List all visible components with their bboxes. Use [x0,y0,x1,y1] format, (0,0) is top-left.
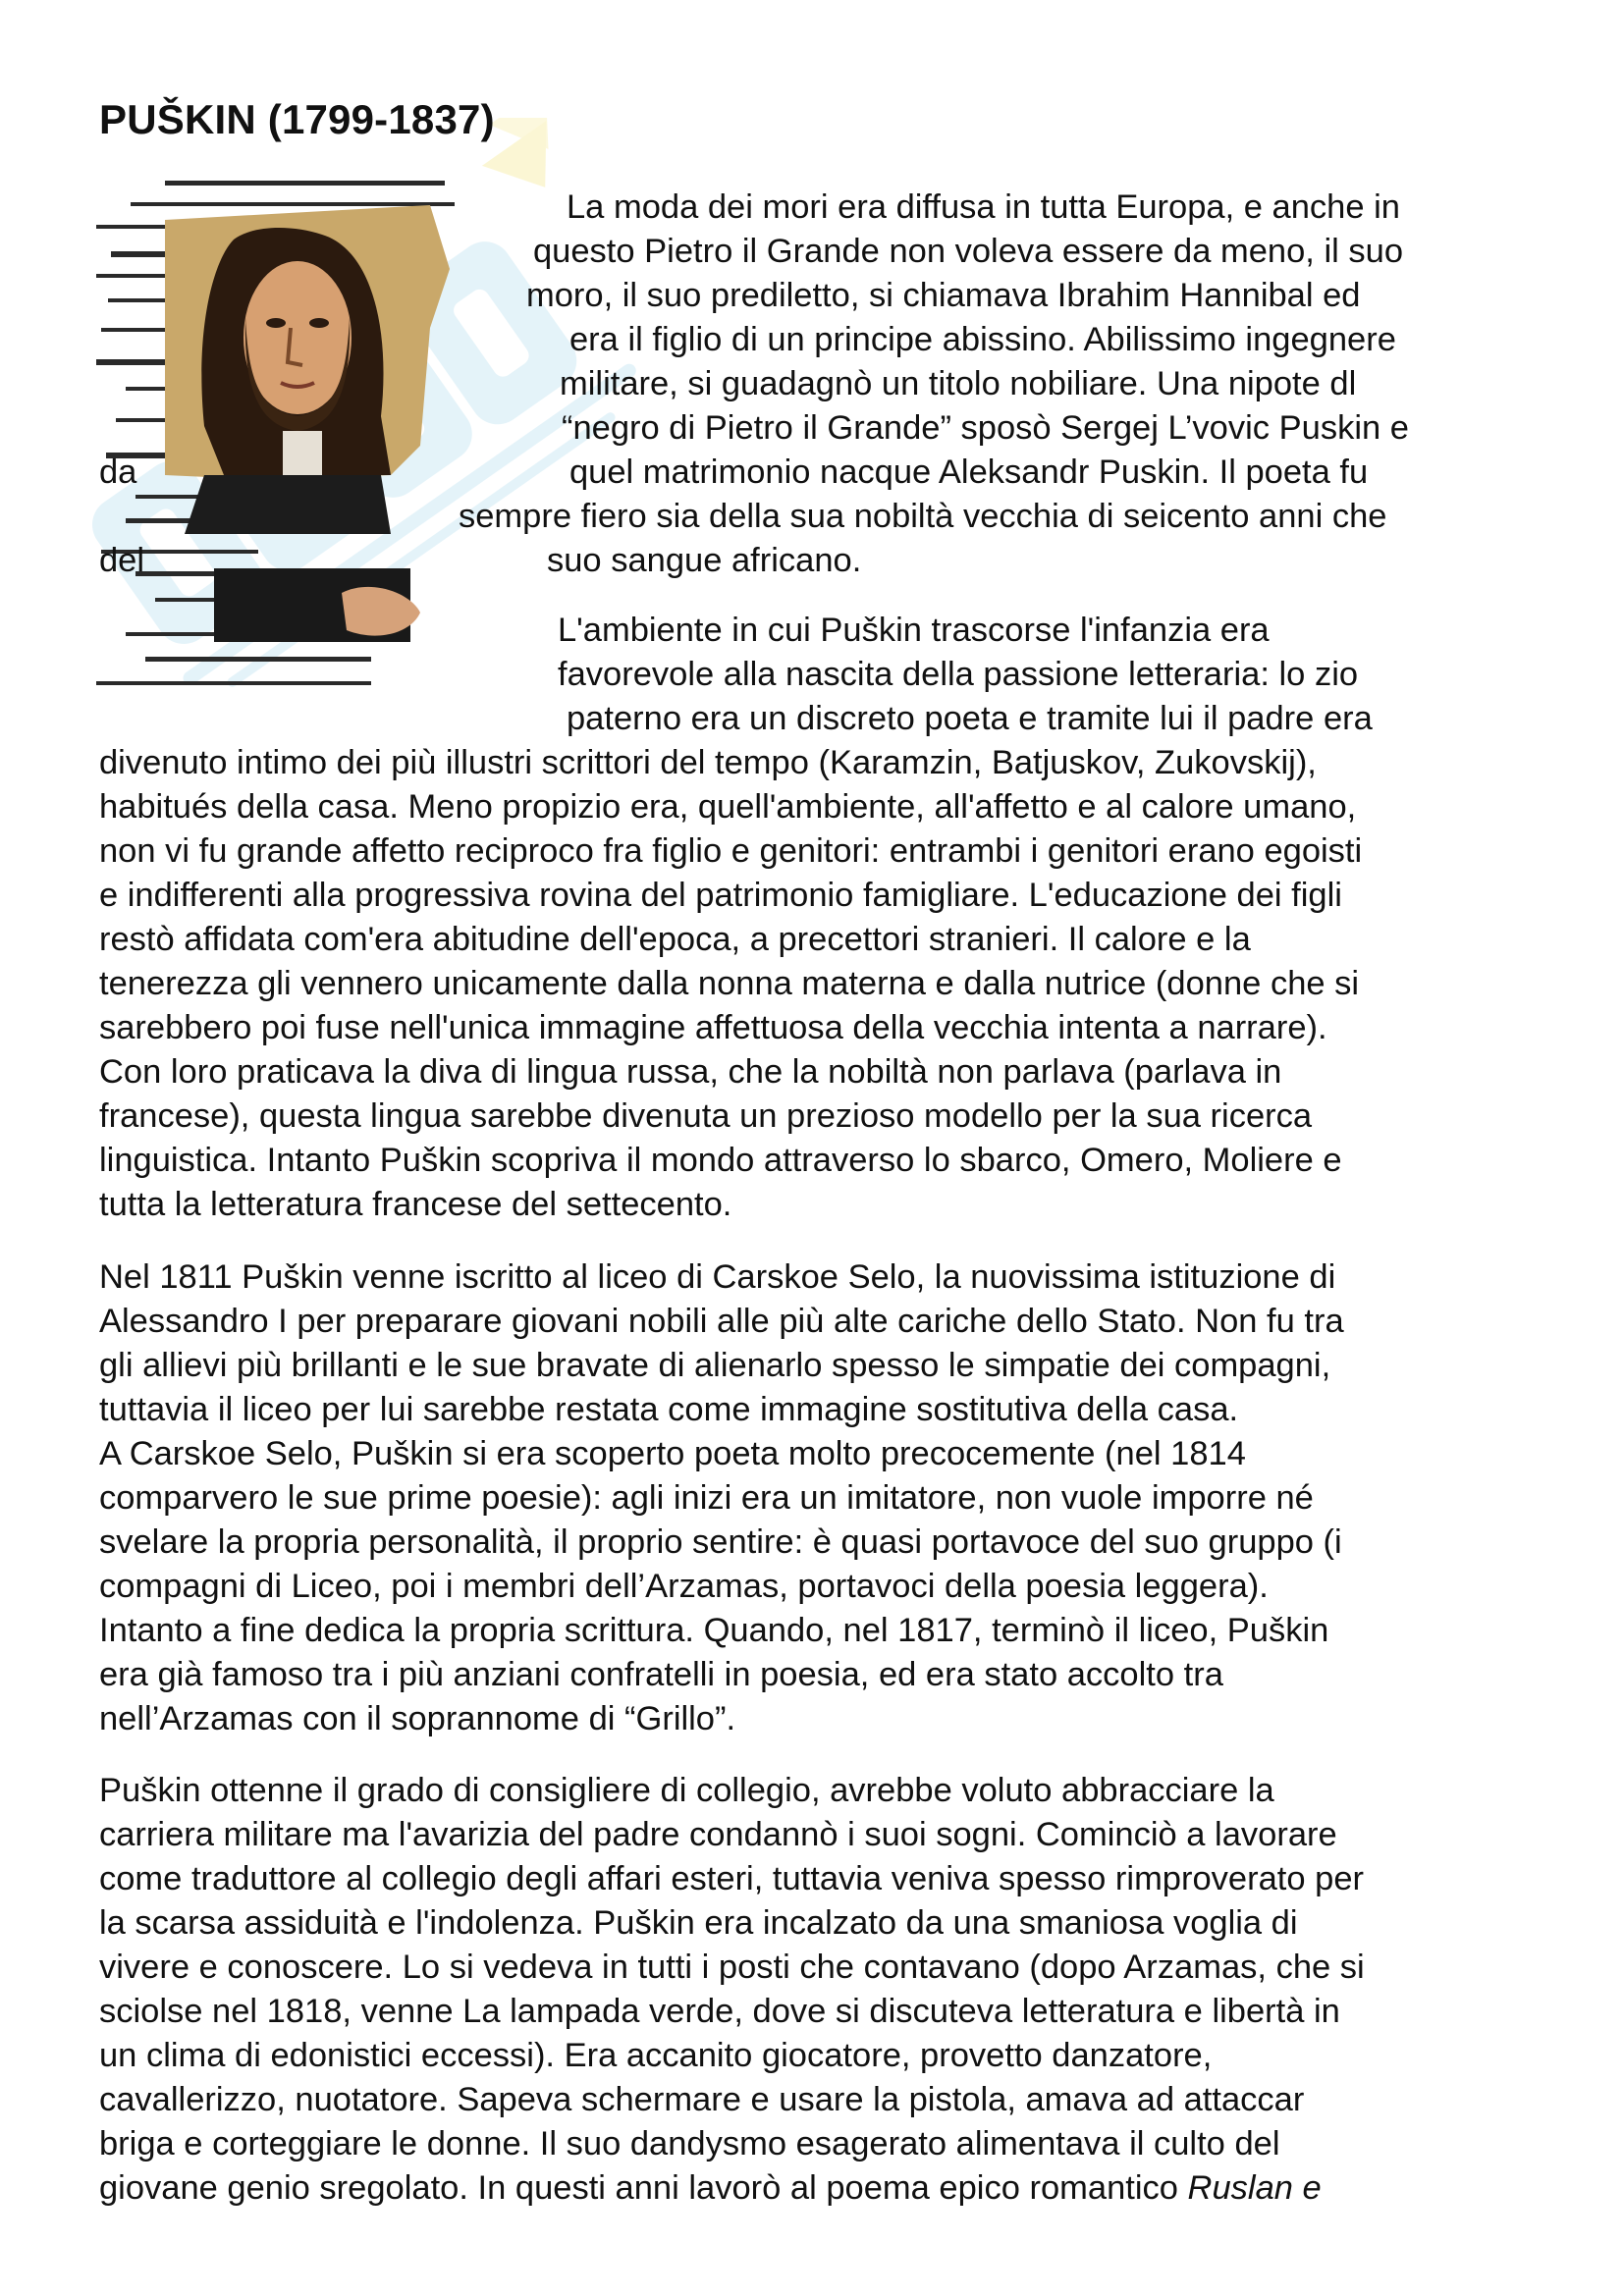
paragraph-line: La moda dei mori era diffusa in tutta Europa, e anche in [567,188,1400,226]
paragraph-line: divenuto intimo dei più illustri scrittori del tempo (Karamzin, Batjuskov, Zukovskij), [99,744,1317,781]
paragraph-line: tenerezza gli vennero unicamente dalla nonna materna e dalla nutrice (donne che si [99,965,1360,1002]
italic-work-title: Ruslan e [1187,2169,1322,2207]
paragraph-line: nell’Arzamas con il soprannome di “Grillo”. [99,1700,736,1737]
paragraph-line: “negro di Pietro il Grande” sposò Sergej L’vovic Puskin e [562,409,1409,447]
paragraph-line: Puškin ottenne il grado di consigliere di collegio, avrebbe voluto abbracciare la [99,1772,1274,1809]
paragraph-line: questo Pietro il Grande non voleva essere da meno, il suo [533,233,1404,270]
paragraph-line: un clima di edonistici eccessi). Era accanito giocatore, provetto danzatore, [99,2037,1213,2074]
paragraph-line: carriera militare ma l'avarizia del padre condannò i suoi sogni. Cominciò a lavorare [99,1816,1337,1853]
paragraph-line: Alessandro I per preparare giovani nobili alle più alte cariche dello Stato. Non fu tra [99,1303,1344,1340]
paragraph-line: era il figlio di un principe abissino. Abilissimo ingegnere [569,321,1396,358]
paragraph-line: svelare la propria personalità, il proprio sentire: è quasi portavoce del suo gruppo (i [99,1523,1342,1561]
paragraph-line: vivere e conoscere. Lo si vedeva in tutti i posti che contavano (dopo Arzamas, che si [99,1949,1365,1986]
paragraph-line: A Carskoe Selo, Puškin si era scoperto poeta molto precocemente (nel 1814 [99,1435,1246,1472]
paragraph-line: gli allievi più brillanti e le sue bravate di alienarlo spesso le simpatie dei compagni, [99,1347,1331,1384]
paragraph-line: sempre fiero sia della sua nobiltà vecchia di seicento anni che [459,498,1387,535]
paragraph-line: moro, il suo prediletto, si chiamava Ibrahim Hannibal ed [526,277,1361,314]
paragraph-line: tutta la letteratura francese del settecento. [99,1186,732,1223]
paragraph-line: L'ambiente in cui Puškin trascorse l'infanzia era [558,612,1270,649]
paragraph-line: sarebbero poi fuse nell'unica immagine affettuosa della vecchia intenta a narrare). [99,1009,1327,1046]
paragraph-line: favorevole alla nascita della passione letteraria: lo zio [558,656,1359,693]
paragraph-line: Con loro praticava la diva di lingua russa, che la nobiltà non parlava (parlava in [99,1053,1282,1091]
paragraph-line: suo sangue africano. [547,542,862,579]
paragraph-line: tuttavia il liceo per lui sarebbe restata come immagine sostitutiva della casa. [99,1391,1239,1428]
paragraph-4-body [99,1769,1542,2211]
paragraph-line: quel matrimonio nacque Aleksandr Puskin. Il poeta fu [569,454,1369,491]
paragraph-line: Nel 1811 Puškin venne iscritto al liceo di Carskoe Selo, la nuovissima istituzione di [99,1258,1336,1296]
paragraph-line: compagni di Liceo, poi i membri dell’Arzamas, portavoci della poesia leggera). [99,1568,1269,1605]
paragraph-line: restò affidata com'era abitudine dell'epoca, a precettori stranieri. Il calore e la [99,921,1251,958]
paragraph-3-body [99,1255,1542,1741]
paragraph-text: giovane genio sregolato. In questi anni lavorò al poema epico romantico [99,2169,1188,2207]
page-title: PUŠKIN (1799-1837) [99,96,495,142]
paragraph-2-body [99,741,1542,1227]
paragraph-line: Intanto a fine dedica la propria scrittura. Quando, nel 1817, terminò il liceo, Puškin [99,1612,1329,1649]
paragraph-line: linguistica. Intanto Puškin scopriva il mondo attraverso lo sbarco, Omero, Moliere e [99,1142,1342,1179]
paragraph-line: la scarsa assiduità e l'indolenza. Puškin era incalzato da una smaniosa voglia di [99,1904,1298,1942]
paragraph-line: era già famoso tra i più anziani confratelli in poesia, ed era stato accolto tra [99,1656,1223,1693]
paragraph-line: militare, si guadagnò un titolo nobiliare. Una nipote dl [560,365,1357,402]
paragraph-line: da [99,454,137,491]
paragraph-line: come traduttore al collegio degli affari esteri, tuttavia veniva spesso rimproverato per [99,1860,1365,1897]
paragraph-line: paterno era un discreto poeta e tramite lui il padre era [567,700,1373,737]
paragraph-line: francese), questa lingua sarebbe divenuta un prezioso modello per la sua ricerca [99,1097,1313,1135]
paragraph-line: briga e corteggiare le donne. Il suo dandysmo esagerato alimentava il culto del [99,2125,1280,2163]
paragraph-line: habitués della casa. Meno propizio era, quell'ambiente, all'affetto e al calore umano, [99,788,1357,826]
paragraph-line [99,2166,1542,2211]
paragraph-line: comparvero le sue prime poesie): agli inizi era un imitatore, non vuole imporre né [99,1479,1314,1517]
paragraph-line: sciolse nel 1818, venne La lampada verde, dove si discuteva letteratura e libertà in [99,1993,1340,2030]
paragraph-line: non vi fu grande affetto reciproco fra figlio e genitori: entrambi i genitori erano egoisti [99,832,1363,870]
paragraph-line: e indifferenti alla progressiva rovina del patrimonio famigliare. L'educazione dei figli [99,877,1342,914]
paragraph-line: del [99,542,145,579]
paragraph-line: cavallerizzo, nuotatore. Sapeva schermare e usare la pistola, amava ad attaccar [99,2081,1305,2118]
pushkin-portrait-icon [96,181,543,701]
